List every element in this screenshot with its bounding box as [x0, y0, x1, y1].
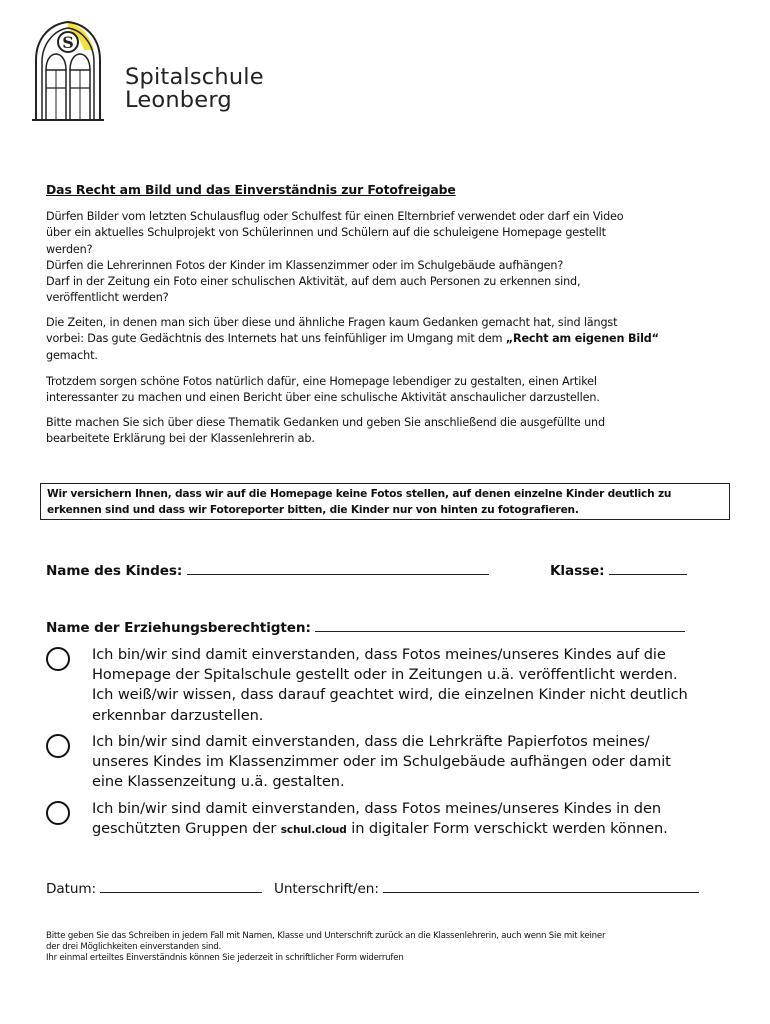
option-text [92, 732, 732, 793]
child-name-field[interactable] [46, 561, 489, 579]
text-line: veröffentlicht werden? [46, 291, 169, 305]
emphasis-text: „Recht am eigenen Bild“ [505, 332, 659, 346]
guardians-name-field[interactable] [46, 618, 685, 636]
purpose-paragraph [46, 374, 726, 407]
option-line [92, 819, 732, 840]
notice-line: erkennen sind und dass wir Fotoreporter bitten, die Kinder nur von hinten zu fotografieren. [47, 504, 579, 516]
text-line: Bitte machen Sie sich über diese Thematik Gedanken und geben Sie anschließend die ausgefüllte und [46, 416, 605, 429]
date-label: Datum: [46, 881, 96, 897]
option-line: unseres Kindes im Klassenzimmer oder im Schulgebäude aufhängen oder damit [92, 753, 671, 771]
text-line [46, 331, 726, 347]
option-line: erkennbar darzustellen. [92, 706, 264, 724]
child-name-label: Name des Kindes: [46, 563, 183, 579]
option-line: eine Klassenzeitung u.ä. gestalten. [92, 773, 345, 791]
option-line: Homepage der Spitalschule gestellt oder in Zeitungen u.ä. veröffentlicht werden. [92, 666, 678, 684]
option-checkbox-circle[interactable] [46, 734, 70, 758]
option-checkbox-circle[interactable] [46, 647, 70, 671]
school-name [125, 66, 264, 112]
svg-text:S: S [62, 33, 74, 52]
church-window-logo-icon [28, 16, 108, 126]
text-line: Darf in der Zeitung ein Foto einer schulischen Aktivität, auf dem auch Personen zu erkennen sind, [46, 275, 581, 289]
class-label: Klasse: [550, 563, 605, 579]
option-text [92, 799, 732, 840]
guardians-name-input-line[interactable] [315, 618, 685, 632]
schul-cloud-brand: schul.cloud [280, 824, 347, 837]
context-paragraph [46, 315, 726, 364]
text-line: werden? [46, 242, 93, 256]
instruction-paragraph [46, 415, 726, 448]
option-line: Ich bin/wir sind damit einverstanden, dass Fotos meines/unseres Kindes in den [92, 800, 661, 817]
date-input-line[interactable] [100, 879, 262, 893]
text-line: Dürfen die Lehrerinnen Fotos der Kinder im Klassenzimmer oder im Schulgebäude aufhängen? [46, 258, 564, 272]
child-name-input-line[interactable] [187, 561, 489, 575]
signature-label: Unterschrift/en: [274, 881, 379, 897]
notice-line: Wir versichern Ihnen, dass wir auf die Homepage keine Fotos stellen, auf denen einzelne Kinder deutlich zu [47, 488, 672, 500]
option-line: Ich bin/wir sind damit einverstanden, dass Fotos meines/unseres Kindes auf die [92, 646, 666, 663]
text-line: bearbeitete Erklärung bei der Klassenlehrerin ab. [46, 432, 315, 446]
text-span: vorbei: Das gute Gedächtnis des Internets hat uns feinfühliger im Umgang mit dem [46, 332, 506, 346]
text-line: Dürfen Bilder vom letzten Schulausflug oder Schulfest für einen Elternbrief verwendet oder darf ein Video [46, 210, 624, 223]
class-input-line[interactable] [609, 561, 687, 575]
class-field[interactable] [550, 561, 687, 579]
footnote-line: Ihr einmal erteiltes Einverständnis können Sie jederzeit in schriftlicher Form widerrufen [46, 953, 404, 963]
text-line: Die Zeiten, in denen man sich über diese und ähnliche Fragen kaum Gedanken gemacht hat, sind längst [46, 316, 618, 329]
intro-paragraph [46, 209, 726, 307]
text-line: interessanter zu machen und einen Bericht über eine schulische Aktivität anschaulicher darzustellen. [46, 391, 600, 405]
signature-input-line[interactable] [383, 879, 699, 893]
date-field[interactable] [46, 879, 262, 897]
option-text [92, 645, 732, 726]
option-checkbox-circle[interactable] [46, 801, 70, 825]
document-title: Das Recht am Bild und das Einverständnis zur Fotofreigabe [46, 182, 456, 197]
option-line: Ich weiß/wir wissen, dass darauf geachtet wird, die einzelnen Kinder nicht deutlich [92, 686, 688, 704]
footnote [46, 931, 736, 964]
school-logo [28, 16, 268, 128]
guardians-name-label: Name der Erziehungsberechtigten: [46, 620, 311, 636]
text-line: Trotzdem sorgen schöne Fotos natürlich dafür, eine Homepage lebendiger zu gestalten, einen Artikel [46, 375, 597, 388]
footnote-line: der drei Möglichkeiten einverstanden sind. [46, 942, 222, 952]
text-span: in digitaler Form verschickt werden können. [346, 820, 668, 838]
signature-field[interactable] [274, 879, 699, 897]
assurance-notice-box [40, 483, 730, 520]
footnote-line: Bitte geben Sie das Schreiben in jedem Fall mit Namen, Klasse und Unterschrift zurück an die Klassenlehrerin, auch wenn Sie mit keiner [46, 931, 606, 941]
school-name-line2: Leonberg [125, 87, 232, 113]
option-line: Ich bin/wir sind damit einverstanden, dass die Lehrkräfte Papierfotos meines/ [92, 733, 650, 750]
text-span: geschützten Gruppen der [92, 820, 281, 838]
text-line: gemacht. [46, 348, 98, 362]
school-name-line1: Spitalschule [125, 64, 264, 90]
text-line: über ein aktuelles Schulprojekt von Schülerinnen und Schülern auf die schuleigene Homepage gestellt [46, 226, 606, 240]
